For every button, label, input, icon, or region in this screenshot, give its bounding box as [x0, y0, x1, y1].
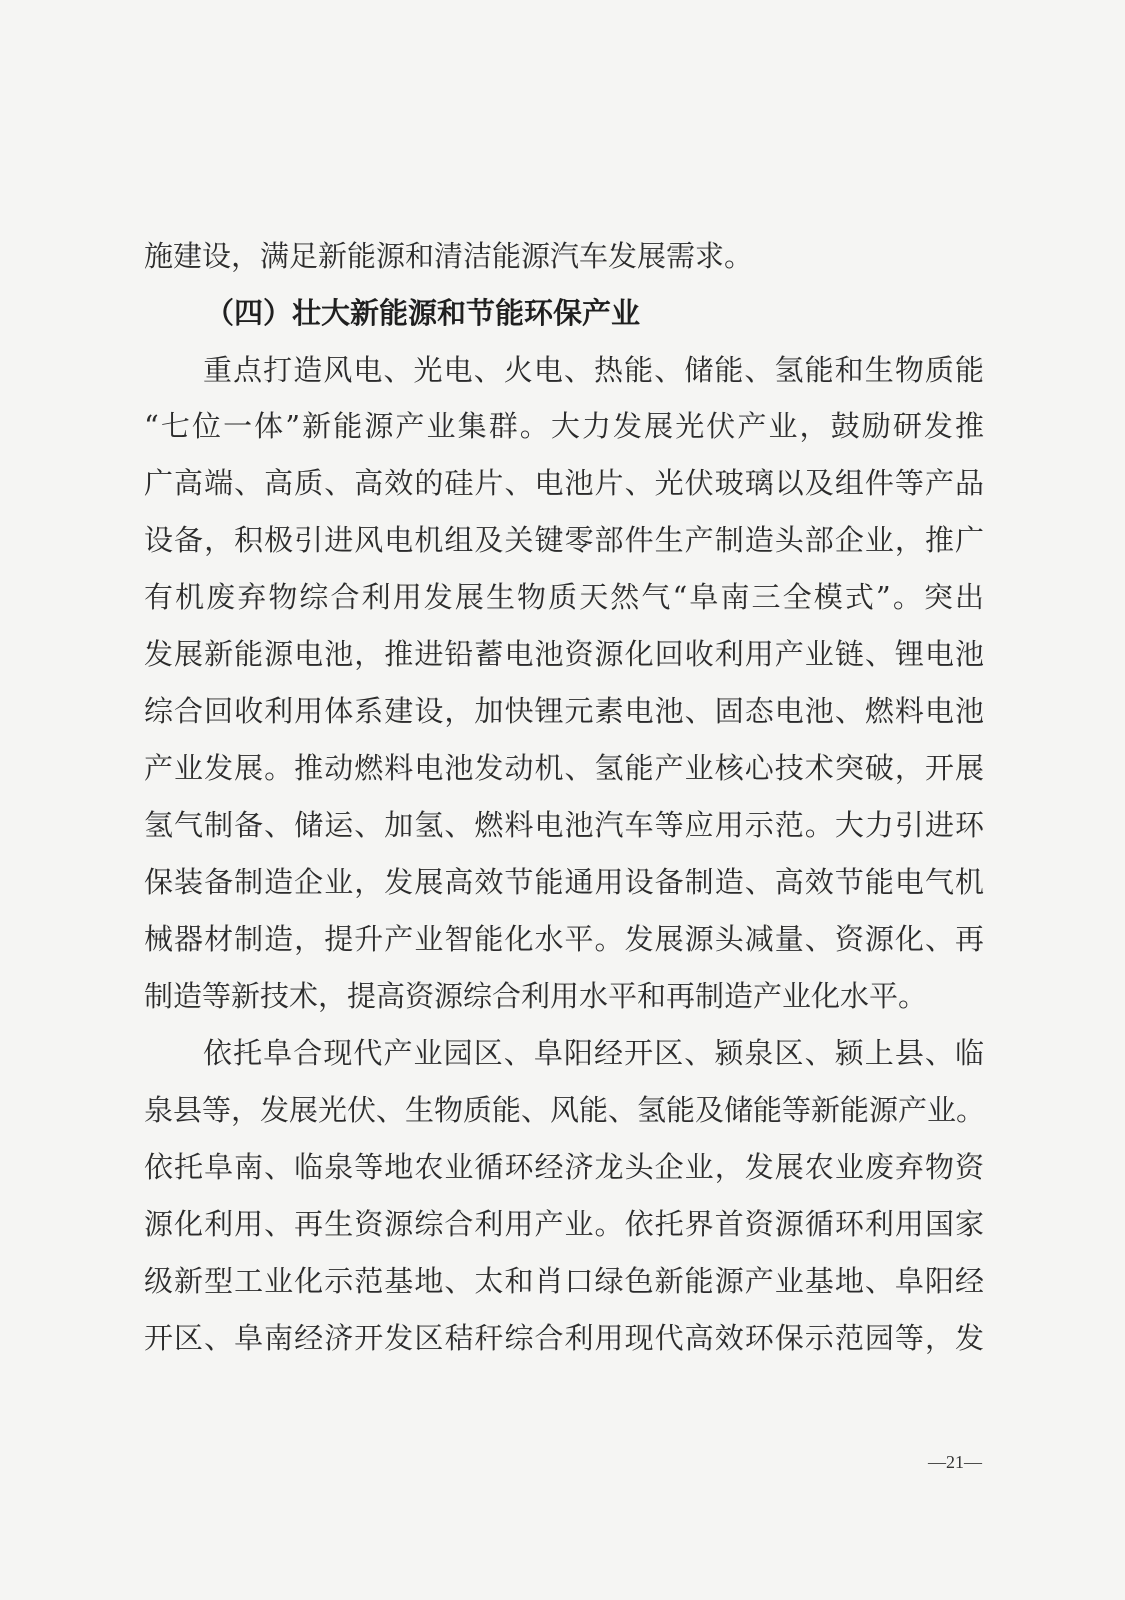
- body-line-1: 施建设，满足新能源和清洁能源汽车发展需求。: [144, 239, 754, 273]
- body-line-15: 依托阜合现代产业园区、阜阳经开区、颍泉区、颍上县、临: [203, 1036, 984, 1070]
- body-line-14: 制造等新技术，提高资源综合利用水平和再制造产业化水平。: [144, 979, 928, 1013]
- body-line-11: 氢气制备、储运、加氢、燃料电池汽车等应用示范。大力引进环: [144, 808, 984, 842]
- body-line-16: 泉县等，发展光伏、生物质能、风能、氢能及储能等新能源产业。: [144, 1093, 986, 1127]
- body-line-9: 综合回收利用体系建设，加快锂元素电池、固态电池、燃料电池: [144, 694, 984, 728]
- body-line-8: 发展新能源电池，推进铅蓄电池资源化回收利用产业链、锂电池: [144, 637, 984, 671]
- body-line-6: 设备，积极引进风电机组及关键零部件生产制造头部企业，推广: [144, 523, 984, 557]
- body-line-17: 依托阜南、临泉等地农业循环经济龙头企业，发展农业废弃物资: [144, 1150, 984, 1184]
- body-line-10: 产业发展。推动燃料电池发动机、氢能产业核心技术突破，开展: [144, 751, 984, 785]
- body-line-3: 重点打造风电、光电、火电、热能、储能、氢能和生物质能: [203, 353, 984, 387]
- body-line-12: 保装备制造企业，发展高效节能通用设备制造、高效节能电气机: [144, 865, 984, 899]
- body-line-5: 广高端、高质、高效的硅片、电池片、光伏玻璃以及组件等产品: [144, 466, 984, 500]
- body-line-20: 开区、阜南经济开发区秸秆综合利用现代高效环保示范园等，发: [144, 1321, 984, 1355]
- body-line-4: “七位一体”新能源产业集群。大力发展光伏产业，鼓励研发推: [144, 409, 984, 443]
- body-line-13: 械器材制造，提升产业智能化水平。发展源头减量、资源化、再: [144, 922, 984, 956]
- section-heading: （四）壮大新能源和节能环保产业: [205, 296, 641, 330]
- body-line-19: 级新型工业化示范基地、太和肖口绿色新能源产业基地、阜阳经: [144, 1264, 984, 1298]
- body-line-18: 源化利用、再生资源综合利用产业。依托界首资源循环利用国家: [144, 1207, 984, 1241]
- page-number: —21—: [928, 1452, 982, 1472]
- body-line-7: 有机废弃物综合利用发展生物质天然气“阜南三全模式”。突出: [144, 580, 984, 614]
